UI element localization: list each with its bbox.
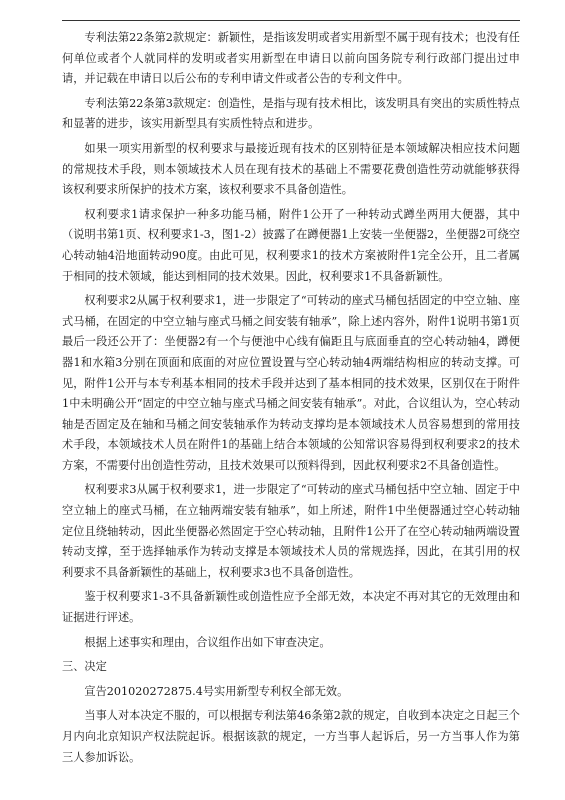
section-heading-decision: 三、决定 xyxy=(62,660,107,674)
paragraph-claim-1: 权利要求1请求保护一种多功能马桶，附件1公开了一种转动式蹲坐两用大便器，其中（说明书第1页、权利要求1-3，图1-2）披露了在蹲便器1上安装一坐便器2，坐便器2可绕空心转动轴4沿地面转动90度。由此可见，权利要求1的技术方案被附件1完全公开，且二者属于相同的技术领域，能达到相同的技术效果。因此，权利要求1不具备新颖性。 xyxy=(62,207,520,283)
paragraph-appeal: 当事人对本决定不服的，可以根据专利法第46条第2款的规定，自收到本决定之日起三个月内向北京知识产权法院起诉。根据该款的规定，一方当事人起诉后，另一方当事人作为第三人参加诉讼。 xyxy=(62,709,520,764)
top-rule xyxy=(62,20,520,21)
paragraph-decision-intro: 根据上述事实和理由，合议组作出如下审查决定。 xyxy=(84,635,331,649)
paragraph-conclusion: 鉴于权利要求1-3不具备新颖性或创造性应予全部无效，本决定不再对其它的无效理由和证据进行评述。 xyxy=(62,590,520,625)
document-body xyxy=(62,28,520,772)
paragraph-claim-3: 权利要求3从属于权利要求1，进一步限定了“可转动的座式马桶包括中空立轴、固定于中空立轴上的座式马桶，在立轴两端安装有轴承”，如上所述，附件1中坐便器通过空心转动轴定位且绕轴转动，因此坐便器必然固定于空心转动轴，且附件1公开了在空心转动轴两端设置转动支撑，至于选择轴承作为转动支撑是本领域技术人员的常规选择，因此，在其引用的权利要求不具备新颖性的基础上，权利要求3也不具备创造性。 xyxy=(62,483,520,579)
paragraph-common-means: 如果一项实用新型的权利要求与最接近现有技术的区别特征是本领域解决相应技术问题的常规技术手段，则本领域技术人员在现有技术的基础上不需要花费创造性劳动就能够获得该权利要求所保护的技术方案，该权利要求不具备创造性。 xyxy=(62,141,520,197)
paragraph-claim-2: 权利要求2从属于权利要求1，进一步限定了“可转动的座式马桶包括固定的中空立轴、座式马桶，在固定的中空立轴与座式马桶之间安装有轴承”，除上述内容外，附件1说明书第1页最后一段还公开了：坐便器2有一个与便池中心线有偏距且与底面垂直的空心转动轴4，蹲便器1和水箱3分别在顶面和底面的对应位置设置与空心转动轴4两端结构相应的转动支撑。可见，附件1公开与本专利基本相同的技术手段并达到了基本相同的技术效果，区别仅在于附件1中未明确公开“固定的中空立轴与座式马桶之间安装有轴承”。对此，合议组认为，空心转动轴是否固定及在轴和马桶之间安装轴承作为转动支撑均是本领域技术人员容易想到的常用技术手段，本领域技术人员在附件1的基础上结合本领域的公知常识容易得到权利要求2的技术方案，不需要付出创造性劳动，且技术效果可以预料得到，因此权利要求2不具备创造性。 xyxy=(62,294,520,472)
paragraph-decision: 宣告201020272875.4号实用新型专利权全部无效。 xyxy=(84,684,349,698)
paragraph-inventiveness-law: 专利法第22条第3款规定：创造性，是指与现有技术相比，该发明具有突出的实质性特点和显著的进步，该实用新型具有实质性特点和进步。 xyxy=(62,96,520,131)
paragraph-novelty-law: 专利法第22条第2款规定：新颖性，是指该发明或者实用新型不属于现有技术；也没有任何单位或者个人就同样的发明或者实用新型在申请日以前向国务院专利行政部门提出过申请，并记载在申请日以后公布的专利申请文件或者公告的专利文件中。 xyxy=(62,31,520,86)
